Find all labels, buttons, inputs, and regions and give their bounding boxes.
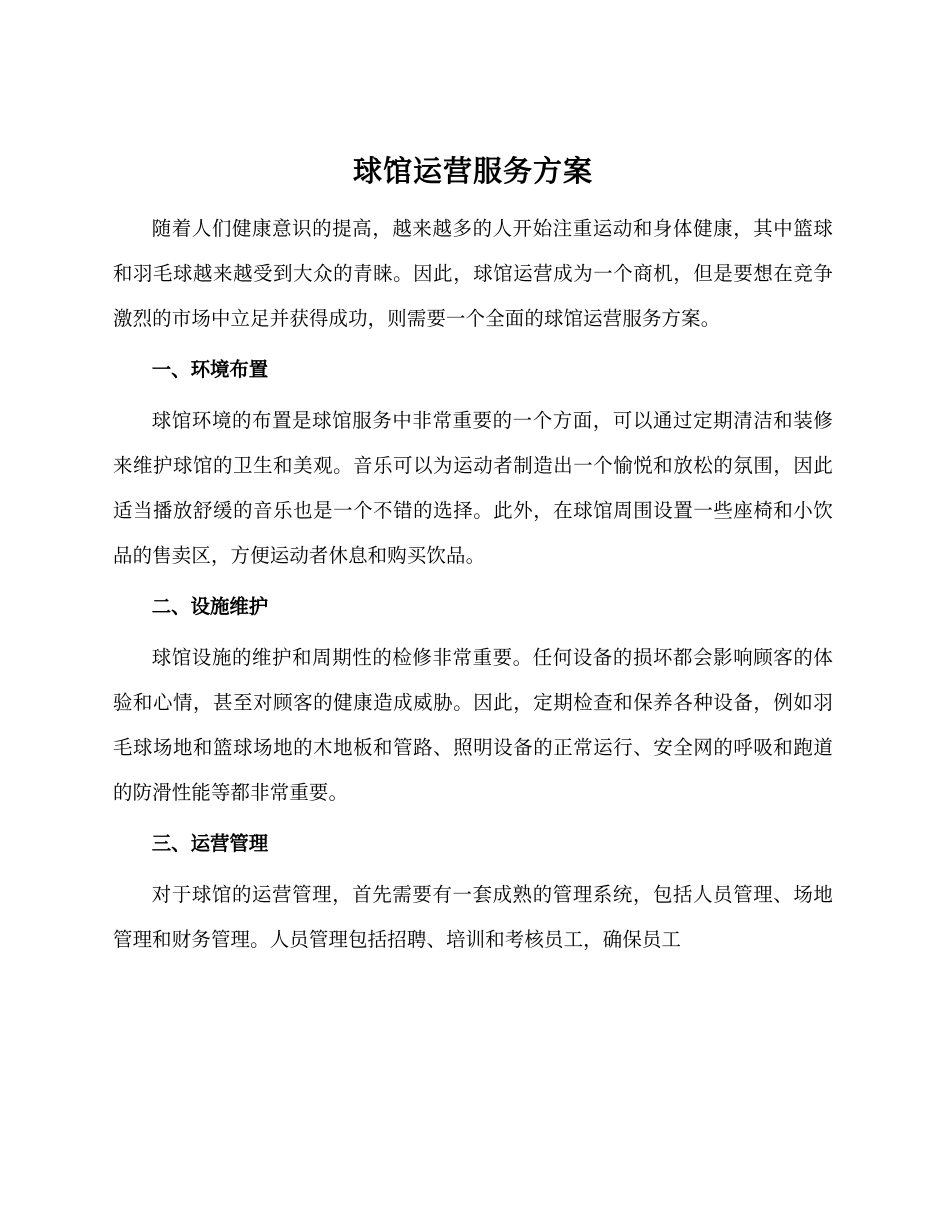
section-heading-operations: 三、运营管理 xyxy=(151,832,269,855)
intro-paragraph: 随着人们健康意识的提高，越来越多的人开始注重运动和身体健康，其中篮球和羽毛球越来越受到大众的青睐。因此，球馆运营成为一个商机，但是要想在竞争激烈的市场中立足并获得成功，则需要一个全面的球馆运营服务方案。 xyxy=(113,217,833,330)
section-heading-environment: 一、环境布置 xyxy=(151,358,269,381)
section-body-operations: 对于球馆的运营管理，首先需要有一套成熟的管理系统，包括人员管理、场地管理和财务管理。人员管理包括招聘、培训和考核员工，确保员工 xyxy=(113,883,833,951)
document-title: 球馆运营服务方案 xyxy=(352,154,593,188)
document-page xyxy=(113,146,833,962)
section-body-environment: 球馆环境的布置是球馆服务中非常重要的一个方面，可以通过定期清洁和装修来维护球馆的卫生和美观。音乐可以为运动者制造出一个愉悦和放松的氛围，因此适当播放舒缓的音乐也是一个不错的选择。此外，在球馆周围设置一些座椅和小饮品的售卖区，方便运动者休息和购买饮品。 xyxy=(113,409,833,567)
section-body-facilities: 球馆设施的维护和周期性的检修非常重要。任何设备的损坏都会影响顾客的体验和心情，甚至对顾客的健康造成威胁。因此，定期检查和保养各种设备，例如羽毛球场地和篮球场地的木地板和管路、照明设备的正常运行、安全网的呼吸和跑道的防滑性能等都非常重要。 xyxy=(113,646,833,804)
section-heading-facilities: 二、设施维护 xyxy=(151,595,269,618)
